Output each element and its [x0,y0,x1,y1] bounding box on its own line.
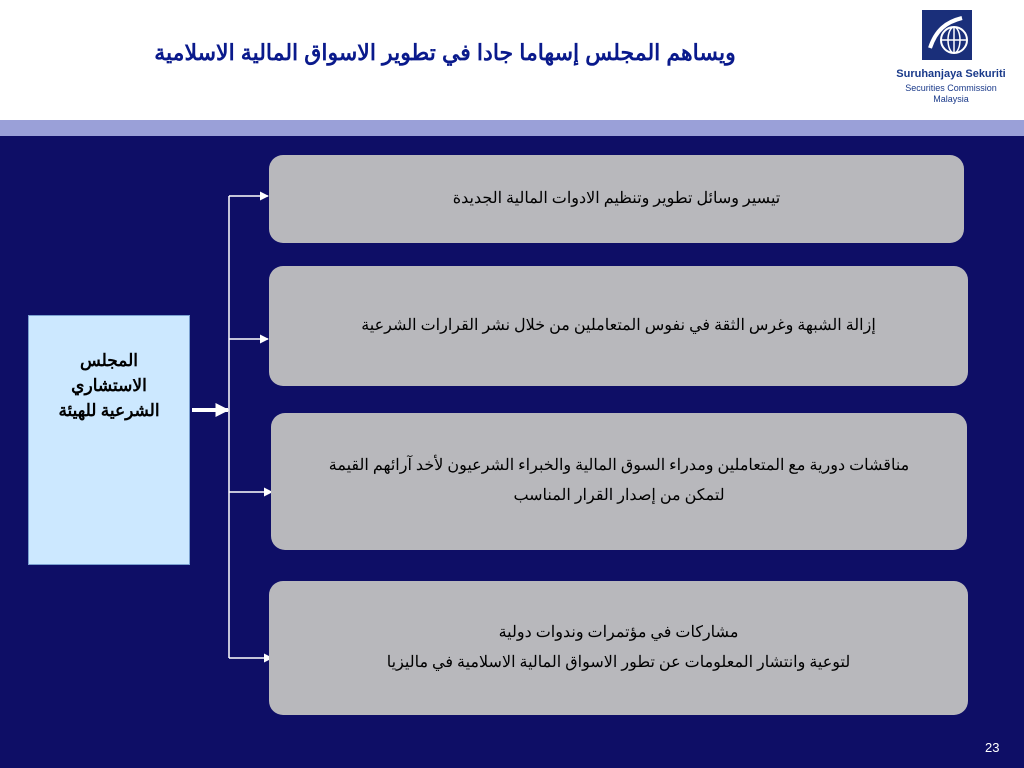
panel-2-line-1: إزالة الشبهة وغرس الثقة في نفوس المتعاملين من خلال نشر القرارات الشرعية [361,317,876,334]
slide-title: ويساهم المجلس إسهاما جادا في تطوير الاسواق المالية الاسلامية [154,40,736,65]
source-line-3: الشرعية للهيئة [58,401,160,420]
logo-name: Suruhanjaya Sekuriti [896,68,1006,80]
source-line-2: الاستشاري [71,376,147,395]
sharia-advisory-council-box [28,315,190,565]
role-panel-1 [269,155,964,243]
role-panel-2 [269,266,968,386]
source-label [29,348,189,423]
page-number: 23 [985,740,1000,755]
panel-1-line-1: تيسير وسائل تطوير وتنظيم الادوات المالية الجديدة [452,190,781,207]
panel-4-line-2: لتوعية وانتشار المعلومات عن تطور الاسواق المالية الاسلامية في ماليزيا [386,654,851,671]
panel-4-line-1: مشاركات في مؤتمرات وندوات دولية [498,624,739,641]
source-line-1: المجلس [79,351,138,370]
role-panel-4 [269,581,968,715]
panel-3-line-1: مناقشات دورية مع المتعاملين ومدراء السوق المالية والخبراء الشرعيون لأخد آرائهم القيمة [328,457,910,474]
panel-3-line-2: لتمكن من إصدار القرار المناسب [513,487,725,504]
logo-subtitle: Securities Commission [905,83,997,93]
role-panel-3 [271,413,967,550]
logo-country: Malaysia [933,94,969,104]
